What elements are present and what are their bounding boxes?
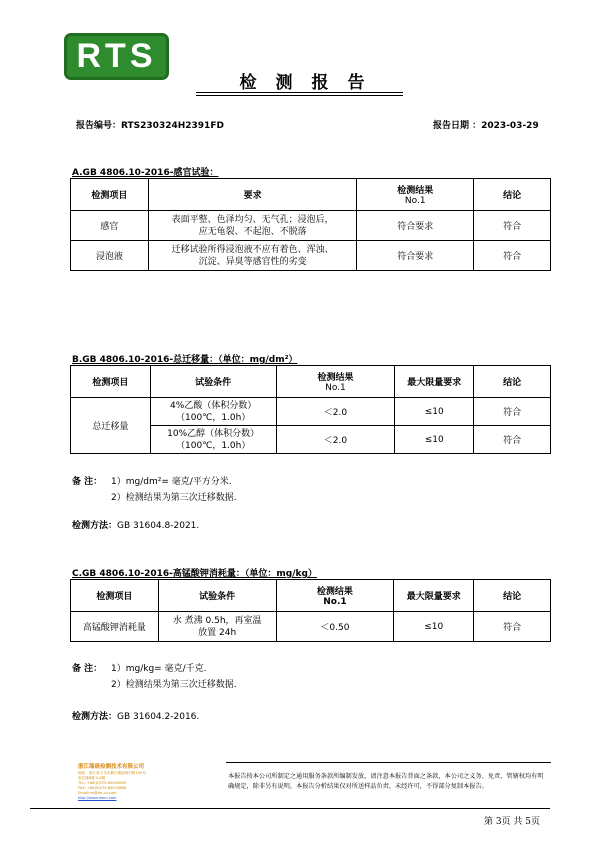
table-row: 高锰酸钾消耗量 水 煮沸 0.5h，再室温 放置 24h ＜0.50 ≤10 符合 bbox=[71, 612, 551, 642]
company-website-link[interactable]: http://www.rtscn.com bbox=[78, 796, 117, 800]
page-number: 第 3页 共 5页 bbox=[483, 817, 540, 827]
note-label-b: 备 注： bbox=[72, 477, 103, 487]
divider bbox=[226, 762, 551, 763]
table-row: 10%乙醇（体积分数） （100℃，1.0h） ＜2.0 ≤10 符合 bbox=[71, 426, 551, 454]
report-date: 报告日期 ：2023-03-29 bbox=[433, 121, 539, 131]
section-b-title: B.GB 4806.10-2016-总迁移量：（单位：mg/dm²） bbox=[72, 355, 298, 365]
section-a-table bbox=[70, 178, 551, 271]
section-b-table: 检测项目 试验条件 检测结果 No.1 最大限量要求 结论 总迁移量 4%乙酸（体积分数） （100℃，1.0h） ＜2.0 ≤10 符合 10%乙醇（体积分数） （100℃，1.0h） ＜2.0 ≤10 符合 bbox=[70, 365, 551, 454]
header-requirement: 要求 bbox=[148, 179, 357, 211]
footer-divider bbox=[30, 808, 550, 809]
company-info: 浙江瑞晟检测技术有限公司 地址：浙江省义乌市稠江街道杨村路100号 泰红楼8楼 2-4楼 TEL: +86(0)579-85040060 FAX: +86(0)579-85013888 Email:rts@rts-cn.com http://www.rtscn.com bbox=[78, 763, 198, 801]
disclaimer: 本报告按本公司所制定之通用服务条款所编制发放，请注意本报告背面之条款，本公司之义务、免责、管辖权均有明确规定，除非另有说明，本报告分析结果仅对所送样品负责，未经许可，不得部分复制本报告。 bbox=[228, 773, 544, 790]
table-row: 浸泡液 迁移试验所得浸泡液不应有着色、浑浊、 沉淀、异臭等感官性的劣变 符合要求 符合 bbox=[71, 241, 551, 271]
table-row: 感官 表面平整、色泽均匀、无气孔；浸泡后， 应无龟裂、不起泡、不脱落 符合要求 符合 bbox=[71, 211, 551, 241]
header-result: 检测结果 No.1 bbox=[357, 179, 474, 211]
section-c-table: 检测项目 试验条件 检测结果 No.1 最大限量要求 结论 高锰酸钾消耗量 水 煮沸 0.5h，再室温 放置 24h ＜0.50 ≤10 符合 bbox=[70, 579, 551, 642]
logo-text: RTS bbox=[76, 37, 157, 75]
header-item: 检测项目 bbox=[71, 179, 149, 211]
title-underline-2 bbox=[196, 95, 403, 96]
note-b-2: 2）检测结果为第三次迁移数据. bbox=[111, 493, 237, 503]
header-conclusion: 结论 bbox=[474, 179, 551, 211]
table-row: 总迁移量 4%乙酸（体积分数） （100℃，1.0h） ＜2.0 ≤10 符合 bbox=[71, 398, 551, 426]
section-a-title: A.GB 4806.10-2016-感官试验： bbox=[72, 168, 219, 178]
note-c-2: 2）检测结果为第三次迁移数据. bbox=[111, 680, 237, 690]
report-number: 报告编号：RTS230324H2391FD bbox=[76, 121, 224, 131]
report-title: 检测报告 bbox=[239, 73, 384, 93]
note-label-c: 备 注： bbox=[72, 664, 103, 674]
section-c-title: C.GB 4806.10-2016-高锰酸钾消耗量：（单位：mg/kg） bbox=[72, 569, 317, 579]
note-b-1: 1）mg/dm²= 毫克/平方分米. bbox=[111, 477, 232, 487]
note-c-1: 1）mg/kg= 毫克/千克. bbox=[111, 664, 207, 674]
title-underline bbox=[196, 92, 403, 93]
method-c: 检测方法：GB 31604.2-2016. bbox=[72, 712, 200, 722]
method-b: 检测方法：GB 31604.8-2021. bbox=[72, 521, 200, 531]
